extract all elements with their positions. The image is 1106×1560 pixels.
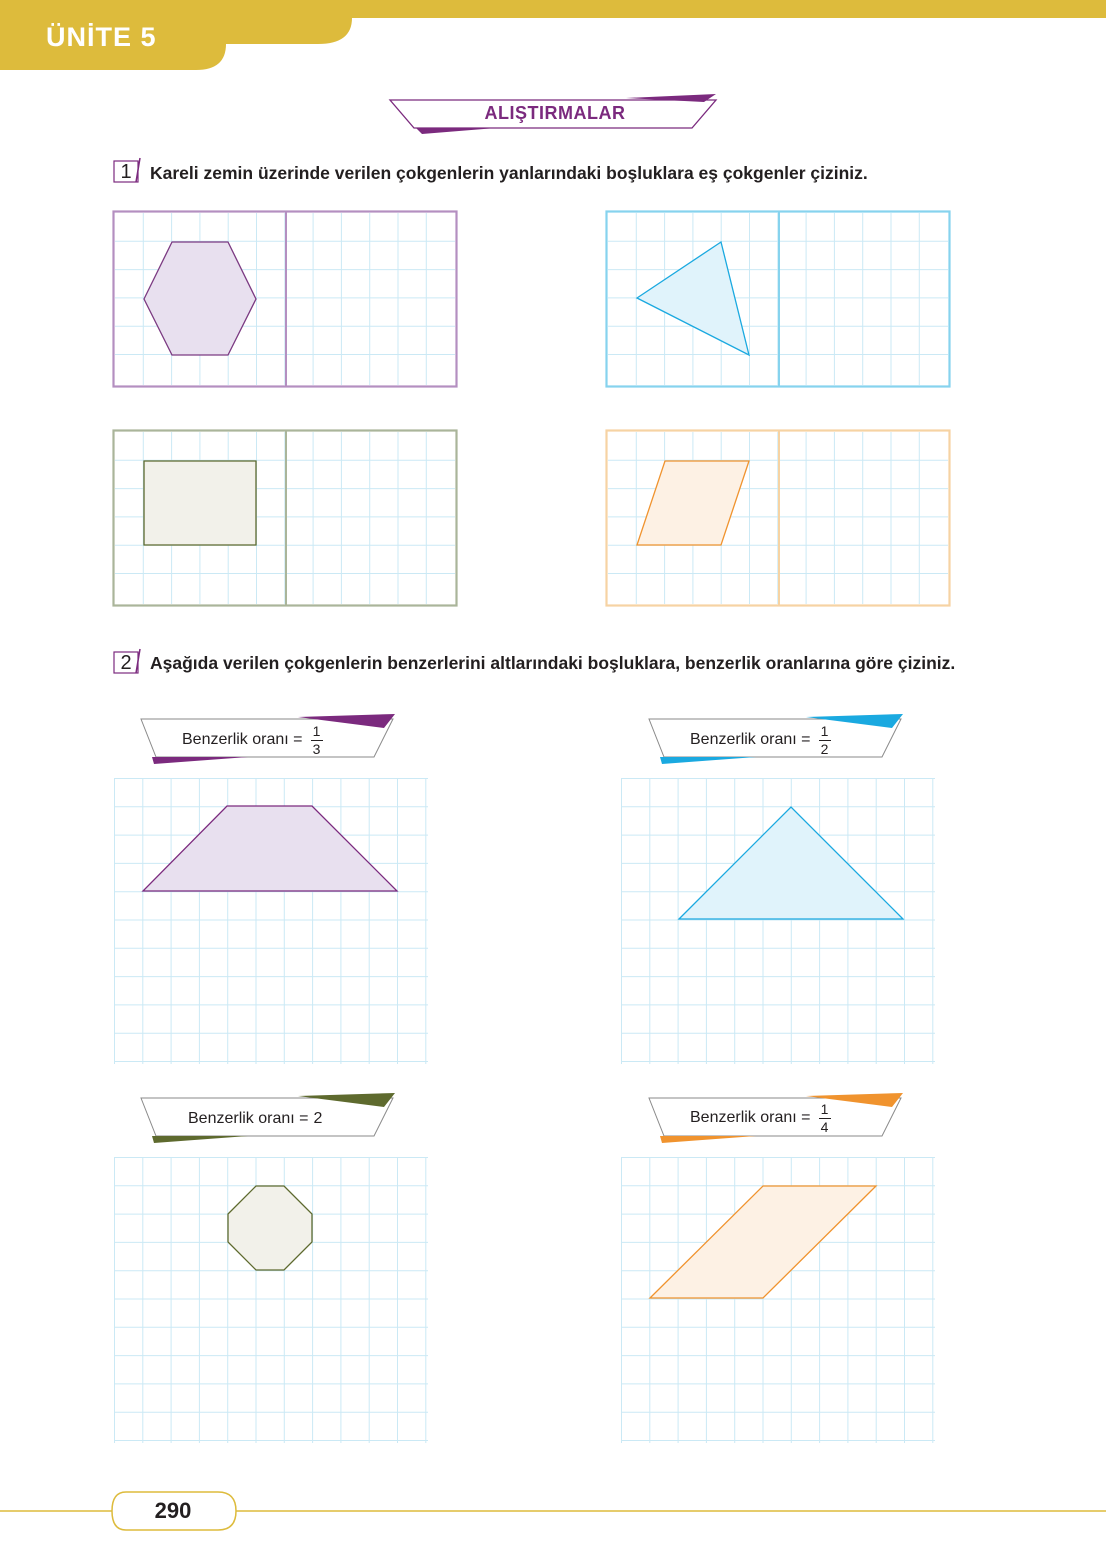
ratio-label-parallelogram: [690, 1100, 831, 1136]
page-number: 290: [154, 1498, 192, 1523]
q1-panel-rectangle: [112, 429, 458, 607]
ratio-fraction: [311, 724, 323, 757]
ratio-numerator: 1: [312, 722, 321, 739]
ratio-fraction: [819, 724, 831, 757]
q2-grid-octagon: [114, 1157, 428, 1443]
ratio-prefix: Benzerlik oranı =: [188, 1110, 309, 1127]
q1-panel-triangle: [605, 210, 951, 388]
q1-shape-hexagon: [144, 242, 256, 355]
q2-shape-trapezoid: [143, 806, 397, 891]
q2-grid-trapezoid: [114, 778, 428, 1064]
q2-grid-parallelogram: [621, 1157, 935, 1443]
ratio-fraction: [819, 1102, 831, 1135]
ratio-label-triangle: [690, 722, 831, 758]
ratio-prefix: Benzerlik oranı =: [182, 731, 303, 748]
q1-shape-parallelogram: [637, 461, 749, 545]
q2-grid-triangle: [621, 778, 935, 1064]
section-title: ALIŞTIRMALAR: [484, 103, 626, 123]
ratio-prefix: Benzerlik oranı =: [690, 1109, 811, 1126]
ratio-denominator: 3: [312, 740, 321, 757]
question-2-number: 2: [120, 652, 132, 674]
ratio-label-octagon: [188, 1101, 322, 1137]
question-1-text: Kareli zemin üzerinde verilen çokgenlerin yanlarındaki boşluklara eş çokgenler çiziniz.: [150, 163, 868, 183]
q1-panel-hexagon: [112, 210, 458, 388]
q1-panel-parallelogram: [605, 429, 951, 607]
ratio-denominator: 2: [820, 740, 829, 757]
unit-header-bar: [0, 0, 1106, 72]
ratio-denominator: 4: [820, 1118, 829, 1135]
unit-label: ÜNİTE 5: [46, 22, 157, 52]
q2-shape-octagon: [228, 1186, 312, 1270]
ratio-whole: 2: [313, 1110, 323, 1127]
ratio-prefix: Benzerlik oranı =: [690, 731, 811, 748]
ratio-numerator: 1: [820, 1100, 829, 1117]
ratio-label-trapezoid: [182, 722, 323, 758]
q1-shape-rectangle: [144, 461, 256, 545]
ratio-numerator: 1: [820, 722, 829, 739]
question-1-number: 1: [120, 161, 132, 183]
question-2-text: Aşağıda verilen çokgenlerin benzerlerini altlarındaki boşluklara, benzerlik oranlarına göre çiziniz.: [150, 653, 956, 673]
